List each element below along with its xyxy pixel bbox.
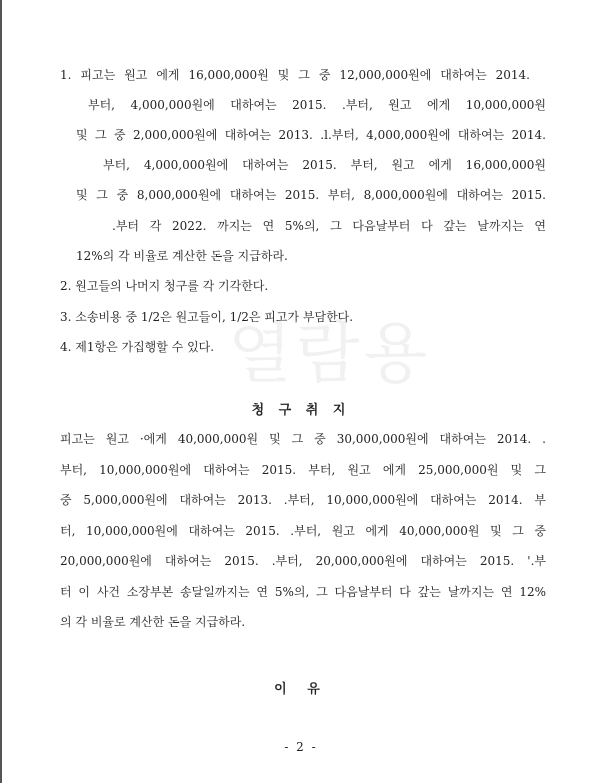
order-item-1-line-7: 12%의 각 비율로 계산한 돈을 지급하라.: [76, 249, 288, 263]
page-left-border: [0, 0, 2, 783]
claim-heading: 청 구 취 지: [251, 403, 351, 418]
order-item-1-line-5: 및 그 중 8,000,000원에 대하여는 2015. 부터, 8,000,000원에 대하여는 2015.: [76, 188, 546, 202]
claim-line-2: 부터, 10,000,000원에 대하여는 2015. 부터, 원고 에게 25,000,000원 및 그: [60, 463, 546, 477]
claim-line-1: 피고는 원고 ·에게 40,000,000원 및 그 중 30,000,000원에 대하여는 2014. .: [60, 432, 546, 446]
order-item-2: 2. 원고들의 나머지 청구를 각 기각한다.: [60, 279, 269, 293]
order-item-1-line-3: 및 그 중 2,000,000원에 대하여는 2013. .l.부터, 4,000,000원에 대하여는 2014.: [76, 128, 546, 142]
order-item-1-line-4: 부터, 4,000,000원에 대하여는 2015. 부터, 원고 에게 16,000,000원: [103, 158, 546, 172]
watermark-text: 열람용: [228, 315, 432, 392]
claim-line-7: 의 각 비율로 계산한 돈을 지급하라.: [60, 615, 246, 629]
order-item-3: 3. 소송비용 중 1/2은 원고들이, 1/2은 피고가 부담한다.: [60, 310, 354, 324]
order-item-1-line-6: .부터 각 2022. 까지는 연 5%의, 그 다음날부터 다 갚는 날까지는 연: [112, 219, 546, 233]
order-item-4: 4. 제1항은 가집행할 수 있다.: [60, 340, 215, 354]
claim-line-5: 20,000,000원에 대하여는 2015. .부터, 20,000,000원에 대하여는 2015. '.부: [60, 554, 546, 568]
page-number: - 2 -: [284, 740, 318, 754]
claim-line-6: 터 이 사건 소장부본 송달일까지는 연 5%의, 그 다음날부터 다 갚는 날까지는 연 12%: [60, 585, 546, 599]
order-item-1-line-1: 1. 피고는 원고 에게 16,000,000원 및 그 중 12,000,000원에 대하여는 2014.: [60, 68, 530, 82]
order-item-1-line-2: 부터, 4,000,000원에 대하여는 2015. .부터, 원고 에게 10,000,000원: [88, 98, 546, 112]
reason-heading: 이 유: [274, 682, 328, 697]
claim-line-3: 중 5,000,000원에 대하여는 2013. .부터, 10,000,000원에 대하여는 2014. 부: [60, 493, 546, 507]
claim-line-4: 터, 10,000,000원에 대하여는 2015. .부터, 원고 에게 40,000,000원 및 그 중: [60, 524, 546, 538]
